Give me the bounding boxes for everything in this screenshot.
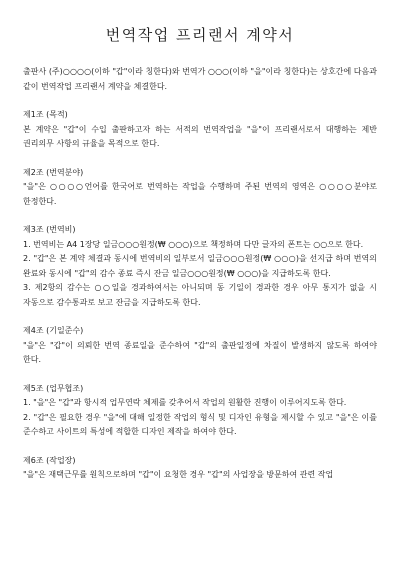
intro-paragraph: 출판사 (주)○○○○(이하 "갑"이라 칭한다)와 번역가 ○○○(이하 "을"이라 칭한다)는 상호간에 다음과 같이 번역작업 프리랜서 계약을 체결한다. [23, 67, 377, 91]
article-heading: 제3조 (번역비) [23, 225, 76, 234]
article-paragraph: 3. 제2항의 감수는 ○○일을 경과하여서는 아니되며 동 기일이 경과한 경우 아무 통지가 없을 시 자동으로 감수통과로 보고 잔금을 지급하도록 한다. [23, 283, 377, 307]
article-paragraph: 2. "갑"은 본 계약 체결과 동시에 번역비의 일부로서 일금○○○원정(₩ ○○○)을 선지급 하며 번역의 완료와 동시에 "갑"의 감수 종료 즉시 잔금 일금○○○원정(₩ ○○○)을 지급하도록 한다. [23, 254, 377, 278]
article-paragraph: 본 계약은 "갑"이 수입 출판하고자 하는 서적의 번역작업을 "을"이 프리랜서로서 대행하는 제반 권리의무 사항의 규율을 목적으로 한다. [23, 124, 377, 148]
article-4 [23, 324, 377, 368]
article-heading: 제6조 (작업장) [23, 455, 76, 465]
article-3 [23, 223, 377, 310]
article-paragraph: "을"은 ○○○○언어를 한국어로 번역하는 작업을 수행하며 주된 번역의 영역은 ○○○○분야로 한정한다. [23, 182, 377, 206]
article-heading: 제4조 (기일준수) [23, 326, 84, 335]
article-5 [23, 382, 377, 440]
article-paragraph: "을"은 "갑"이 의뢰한 번역 종료일을 준수하여 "갑"의 출판일정에 차질이 발생하지 않도록 하여야 한다. [23, 340, 377, 364]
article-heading: 제5조 (업무협조) [23, 383, 84, 393]
article-6 [23, 454, 377, 483]
article-heading: 제1조 (목적) [23, 110, 68, 119]
article-2 [23, 166, 377, 210]
article-1 [23, 108, 377, 152]
article-paragraph: 1. 번역비는 A4 1장당 일금○○○원정(₩ ○○○)으로 책정하며 다만 글자의 폰트는 ○○으로 한다. [23, 239, 364, 249]
article-paragraph: "을"은 재택근무를 원칙으로하며 "갑"이 요청한 경우 "갑"의 사업장을 방문하여 관련 작업 [23, 470, 334, 479]
article-heading: 제2조 (번역분야) [23, 167, 84, 177]
article-paragraph: 2. "갑"은 필요한 경우 "을"에 대해 일정한 작업의 형식 및 디자인 유형을 제시할 수 있고 "을"은 이를 준수하고 사이트의 특성에 적합한 디자인 제작을 하여야 한다. [23, 412, 377, 436]
article-paragraph: 1. "을"은 "갑"과 항시적 업무연락 체제를 갖추어서 작업의 원활한 진행이 이루어지도록 한다. [23, 398, 347, 407]
document-title: 번역작업 프리랜서 계약서 [105, 26, 295, 44]
